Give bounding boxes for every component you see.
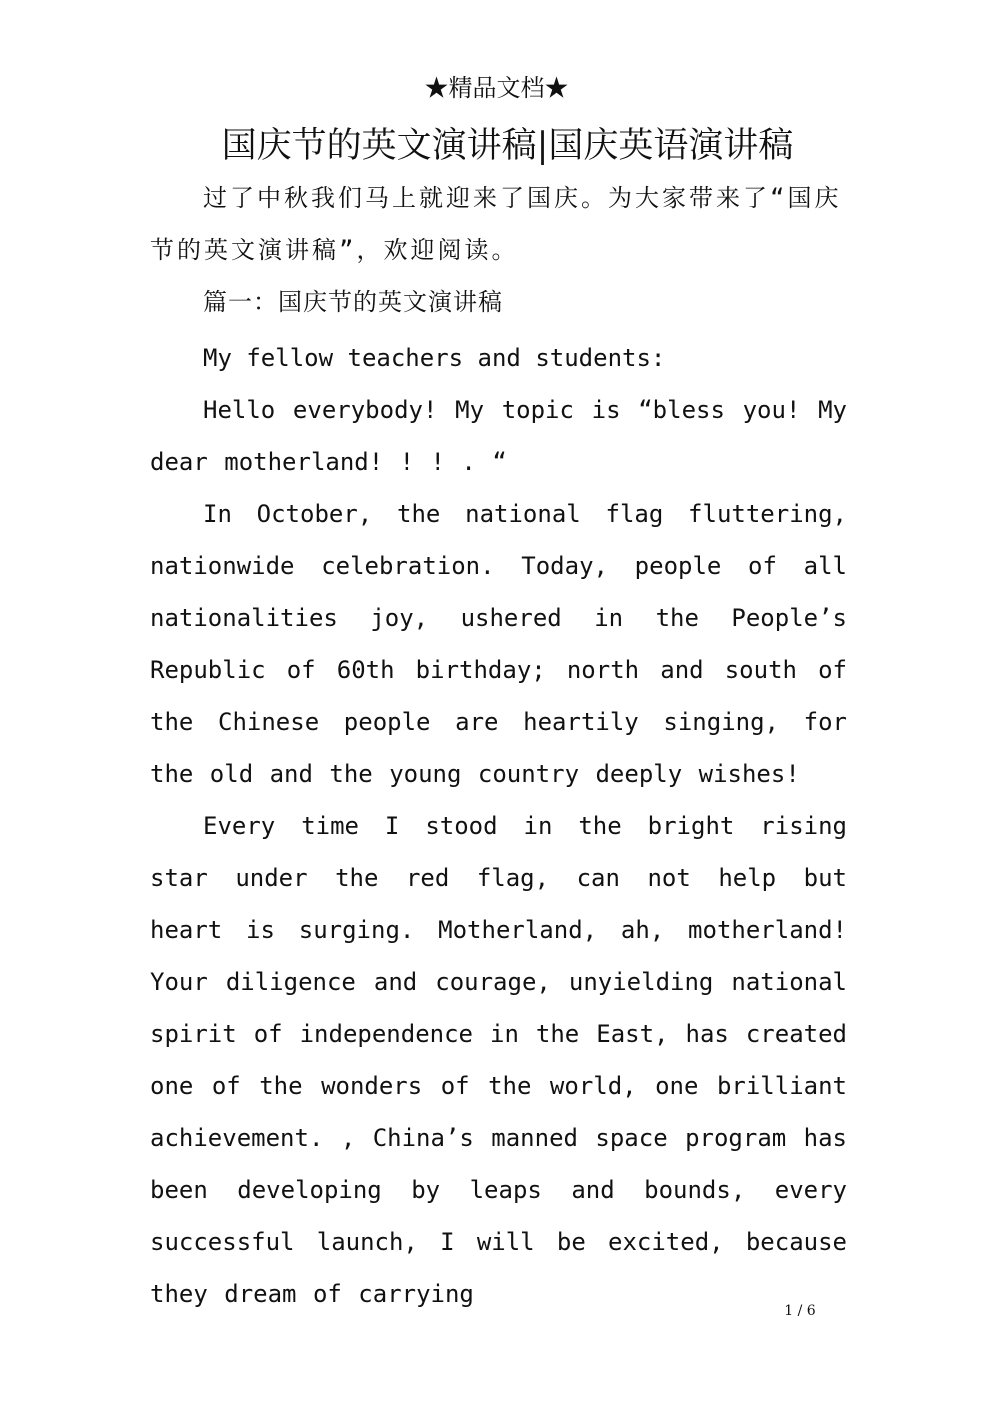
document-title: 国庆节的英文演讲稿|国庆英语演讲稿 (221, 126, 794, 166)
paragraph-october: In October, the national flag fluttering, nationwide celebration. Today, people of all nationalities joy, ushered in the People’s Republic of 60th birthday; north and south of the Chinese people are heartily singing, for the old and the young country deeply wishes! (150, 500, 847, 788)
page-number: 1 / 6 (784, 1303, 816, 1319)
document-header-label: ★精品文档★ (424, 74, 569, 102)
document-body (150, 172, 847, 1320)
salutation: My fellow teachers and students: (203, 344, 666, 372)
paragraph-greeting: Hello everybody! My topic is “bless you! My dear motherland! ! ! . “ (150, 396, 847, 476)
intro-paragraph: 过了中秋我们马上就迎来了国庆。为大家带来了“国庆节的英文演讲稿”，欢迎阅读。 (150, 184, 842, 264)
section-heading: 篇一：国庆节的英文演讲稿 (203, 288, 503, 316)
paragraph-every-time: Every time I stood in the bright rising star under the red flag, can not help but heart is surging. Motherland, ah, motherland! Your diligence and courage, unyielding national spirit of independence in the East, has created one of the wonders of the world, one brilliant achievement. , China’s manned space program has been developing by leaps and bounds, every successful launch, I will be excited, because they dream of carrying (150, 812, 847, 1308)
